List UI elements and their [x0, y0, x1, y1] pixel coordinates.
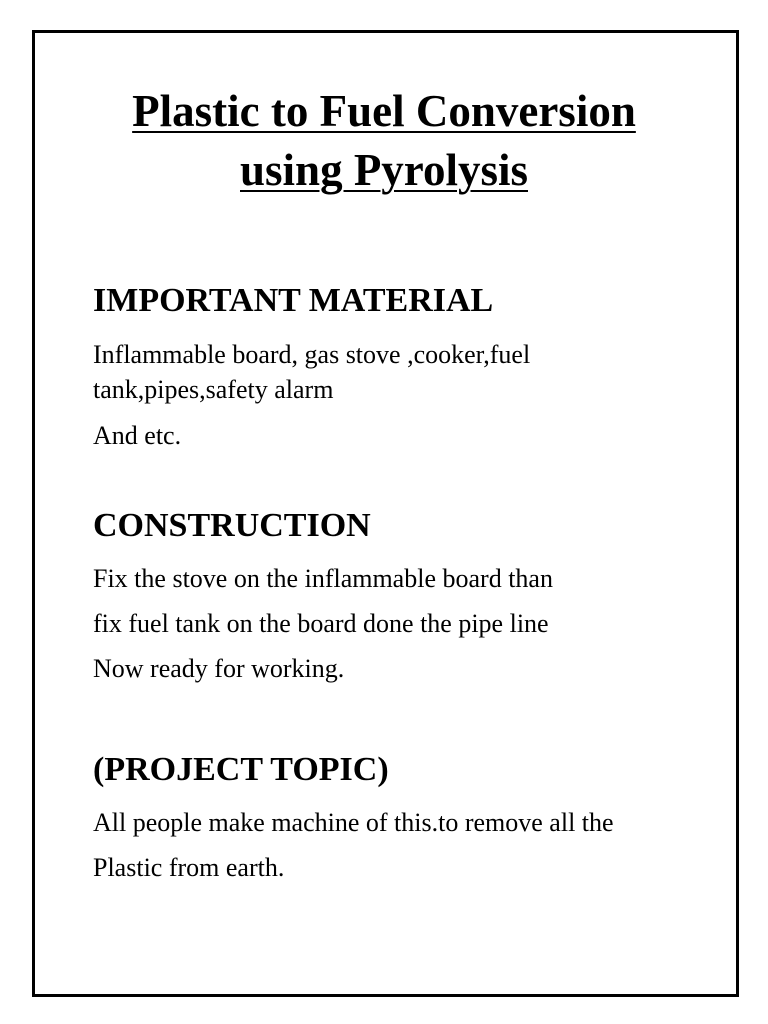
title-line-1: Plastic to Fuel Conversion: [132, 86, 636, 136]
section-paragraph: Fix the stove on the inflammable board than: [93, 564, 553, 593]
section-project-topic: [93, 750, 683, 890]
section-important-material: [93, 281, 683, 453]
section-paragraph: Plastic from earth.: [93, 853, 285, 882]
section-paragraph: Now ready for working.: [93, 654, 345, 683]
section-paragraph: And etc.: [93, 421, 182, 450]
document-title: [34, 82, 734, 200]
section-heading: CONSTRUCTION: [93, 507, 371, 544]
section-heading: (PROJECT TOPIC): [93, 751, 389, 788]
section-heading: IMPORTANT MATERIAL: [93, 282, 494, 319]
section-paragraph: fix fuel tank on the board done the pipe line: [93, 609, 549, 638]
title-line-2: using Pyrolysis: [240, 145, 528, 195]
section-paragraph: Inflammable board, gas stove ,cooker,fuel tank,pipes,safety alarm: [93, 340, 531, 404]
section-paragraph: All people make machine of this.to remove all the: [93, 808, 614, 837]
section-construction: [93, 506, 683, 691]
